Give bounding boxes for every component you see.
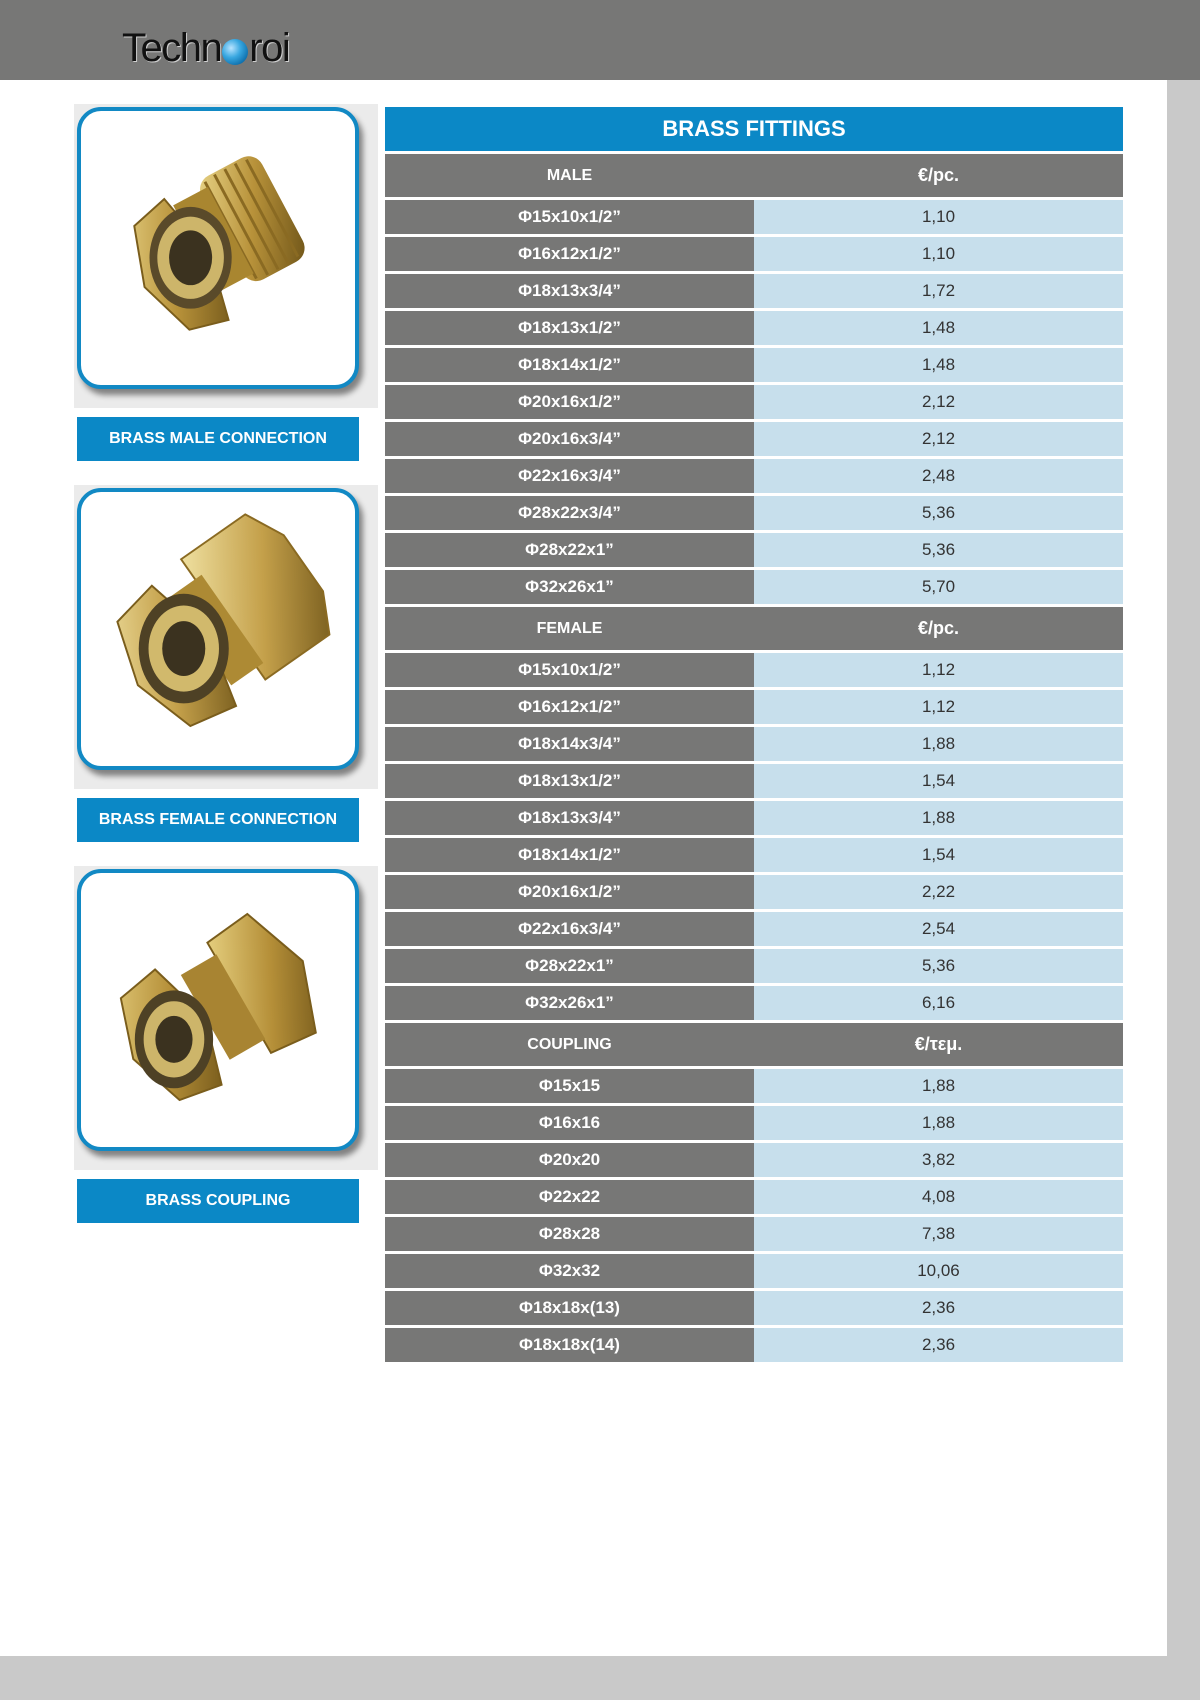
price-cell: 6,16 [754,986,1123,1020]
size-cell: Φ28x22x1” [385,949,754,983]
price-cell: 5,36 [754,949,1123,983]
price-unit-header: €/τεμ. [914,1034,963,1054]
price-cell: 1,88 [754,727,1123,761]
price-unit-header: €/pc. [917,618,960,638]
size-cell: Φ22x16x3/4” [385,912,754,946]
photo-frame [77,107,359,389]
price-cell: 1,10 [754,237,1123,271]
size-cell: Φ18x14x1/2” [385,348,754,382]
table-row [385,570,1123,604]
size-cell: Φ28x22x3/4” [385,496,754,530]
price-cell: 10,06 [754,1254,1123,1288]
price-cell: 1,12 [754,690,1123,724]
brass-coupling-image [81,873,355,1147]
size-cell: Φ20x20 [385,1143,754,1177]
price-cell: 1,12 [754,653,1123,687]
size-cell: Φ18x13x3/4” [385,801,754,835]
price-cell: 2,36 [754,1328,1123,1362]
price-cell: 2,12 [754,422,1123,456]
price-cell: 1,88 [754,1106,1123,1140]
table-row [385,1291,1123,1325]
price-cell: 2,36 [754,1291,1123,1325]
product-photo-coupling [74,866,378,1170]
price-cell: 1,88 [754,801,1123,835]
table-row [385,838,1123,872]
size-cell: Φ18x13x3/4” [385,274,754,308]
price-cell: 2,48 [754,459,1123,493]
table-row [385,496,1123,530]
section-name: COUPLING [527,1035,612,1053]
caption-male-connection: BRASS MALE CONNECTION [77,417,359,461]
section-name: FEMALE [536,619,603,637]
product-photo-female-connection [74,485,378,789]
brass-male-connection-image [81,111,355,385]
table-row [385,1254,1123,1288]
size-cell: Φ18x14x3/4” [385,727,754,761]
product-photo-male-connection [74,104,378,408]
table-row [385,1217,1123,1251]
size-cell: Φ20x16x3/4” [385,422,754,456]
size-cell: Φ15x10x1/2” [385,653,754,687]
table-row [385,533,1123,567]
price-cell: 7,38 [754,1217,1123,1251]
table-title: BRASS FITTINGS [385,107,1123,151]
table-row [385,237,1123,271]
price-cell: 2,54 [754,912,1123,946]
size-cell: Φ20x16x1/2” [385,875,754,909]
table-row [385,801,1123,835]
logo-text-end: roi [249,26,290,70]
section-header-male [385,154,1123,197]
price-cell: 5,70 [754,570,1123,604]
size-cell: Φ16x16 [385,1106,754,1140]
size-cell: Φ20x16x1/2” [385,385,754,419]
price-cell: 3,82 [754,1143,1123,1177]
size-cell: Φ15x10x1/2” [385,200,754,234]
globe-icon [222,39,248,65]
table-row [385,274,1123,308]
table-row [385,385,1123,419]
table-row [385,764,1123,798]
size-cell: Φ18x14x1/2” [385,838,754,872]
size-cell: Φ16x12x1/2” [385,690,754,724]
brass-female-connection-image [81,492,355,766]
table-row [385,348,1123,382]
caption-coupling: BRASS COUPLING [77,1179,359,1223]
page-header [0,0,1200,80]
size-cell: Φ32x26x1” [385,986,754,1020]
price-cell: 1,54 [754,838,1123,872]
table-row [385,727,1123,761]
size-cell: Φ22x22 [385,1180,754,1214]
logo-text-start: Techn [122,26,222,70]
price-unit-header: €/pc. [917,165,960,185]
photo-frame [77,869,359,1151]
table-sections [385,154,1123,1362]
price-cell: 2,12 [754,385,1123,419]
table-row [385,1328,1123,1362]
table-row [385,1106,1123,1140]
price-cell: 1,54 [754,764,1123,798]
table-row [385,1143,1123,1177]
price-table [385,107,1123,1365]
table-row [385,986,1123,1020]
size-cell: Φ32x26x1” [385,570,754,604]
size-cell: Φ32x32 [385,1254,754,1288]
price-cell: 1,88 [754,1069,1123,1103]
table-row [385,653,1123,687]
table-row [385,459,1123,493]
bottom-margin-bar [0,1656,1200,1700]
right-margin-bar [1167,80,1200,1700]
price-cell: 5,36 [754,533,1123,567]
size-cell: Φ28x22x1” [385,533,754,567]
size-cell: Φ22x16x3/4” [385,459,754,493]
caption-female-connection: BRASS FEMALE CONNECTION [77,798,359,842]
table-row [385,1069,1123,1103]
size-cell: Φ18x18x(13) [385,1291,754,1325]
section-header-coupling [385,1023,1123,1066]
table-row [385,422,1123,456]
technoroi-logo [122,28,289,68]
price-cell: 2,22 [754,875,1123,909]
table-row [385,912,1123,946]
table-row [385,875,1123,909]
table-row [385,200,1123,234]
table-row [385,1180,1123,1214]
size-cell: Φ18x13x1/2” [385,764,754,798]
size-cell: Φ16x12x1/2” [385,237,754,271]
price-cell: 5,36 [754,496,1123,530]
section-name: MALE [546,166,593,184]
price-cell: 1,10 [754,200,1123,234]
photo-frame [77,488,359,770]
section-header-female [385,607,1123,650]
table-row [385,311,1123,345]
size-cell: Φ28x28 [385,1217,754,1251]
price-cell: 1,48 [754,311,1123,345]
price-cell: 1,48 [754,348,1123,382]
table-row [385,690,1123,724]
size-cell: Φ18x18x(14) [385,1328,754,1362]
size-cell: Φ18x13x1/2” [385,311,754,345]
price-cell: 4,08 [754,1180,1123,1214]
size-cell: Φ15x15 [385,1069,754,1103]
table-row [385,949,1123,983]
price-cell: 1,72 [754,274,1123,308]
